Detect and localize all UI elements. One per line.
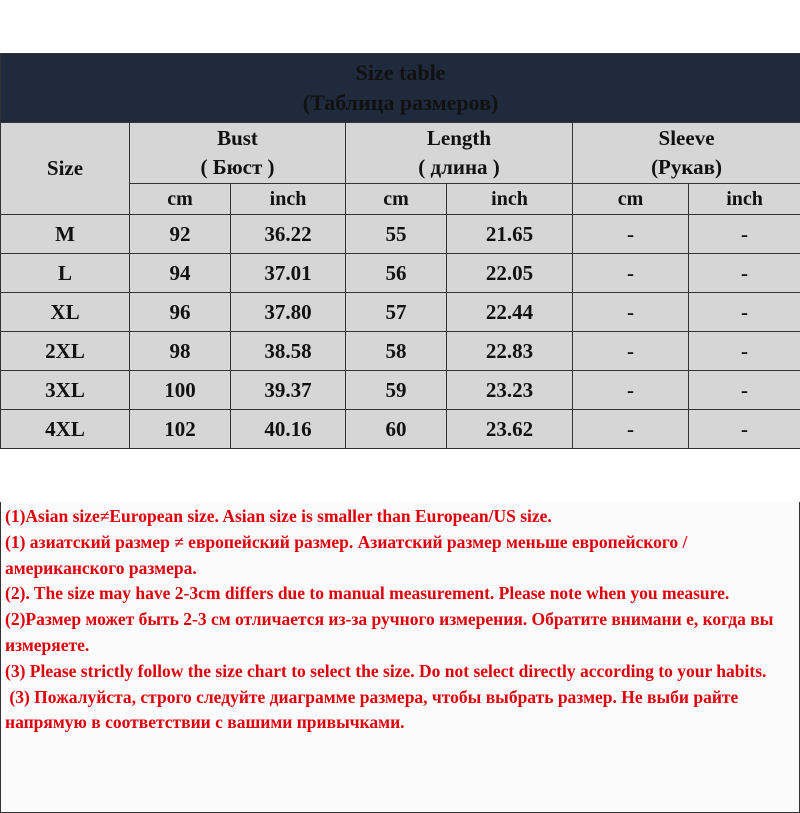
length-cm-cell: 56 <box>346 254 447 293</box>
note-1-ru: (1) азиатский размер ≠ европейский размер. Азиатский размер меньше европейского / американского размера. <box>5 530 795 582</box>
title-russian: (Таблица размеров) <box>303 90 499 115</box>
table-row <box>1 293 800 332</box>
table-title <box>1 54 800 123</box>
length-cm-cell: 60 <box>346 410 447 449</box>
size-chart <box>0 53 800 762</box>
bust-cm-cell: 102 <box>130 410 231 449</box>
note-3-en: (3) Please strictly follow the size chart to select the size. Do not select directly according to your habits. <box>5 659 795 685</box>
sleeve-inch-cell: - <box>689 293 800 332</box>
bust-cm-cell: 100 <box>130 371 231 410</box>
length-label: Length <box>427 126 491 150</box>
sleeve-inch-cell: - <box>689 332 800 371</box>
length-cm-cell: 59 <box>346 371 447 410</box>
length-inch-cell: 22.83 <box>447 332 573 371</box>
sleeve-cm-cell: - <box>573 215 689 254</box>
sleeve-cm-cell: - <box>573 410 689 449</box>
length-inch-cell: 23.62 <box>447 410 573 449</box>
bust-label: Bust <box>217 126 258 150</box>
table-row <box>1 215 800 254</box>
bust-cm-cell: 96 <box>130 293 231 332</box>
bust-inch-cell: 36.22 <box>231 215 346 254</box>
table-row <box>1 332 800 371</box>
note-1-en: (1)Asian size≠European size. Asian size is smaller than European/US size. <box>5 504 795 530</box>
bust-cm-cell: 94 <box>130 254 231 293</box>
sleeve-label: Sleeve <box>659 126 715 150</box>
length-inch-cell: 22.05 <box>447 254 573 293</box>
length-inch-cell: 23.23 <box>447 371 573 410</box>
size-column-header: Size <box>1 123 130 215</box>
sleeve-cm-cell: - <box>573 293 689 332</box>
bust-header <box>130 123 346 184</box>
bust-inch-cell: 37.80 <box>231 293 346 332</box>
size-cell: L <box>1 254 130 293</box>
title-english: Size table <box>356 60 446 85</box>
sleeve-inch-cell: - <box>689 410 800 449</box>
bust-inch-cell: 40.16 <box>231 410 346 449</box>
table-row <box>1 371 800 410</box>
size-cell: 3XL <box>1 371 130 410</box>
unit-length-cm: cm <box>346 184 447 215</box>
length-cm-cell: 58 <box>346 332 447 371</box>
title-row <box>1 54 800 123</box>
size-table <box>0 53 800 449</box>
length-cm-cell: 55 <box>346 215 447 254</box>
sleeve-cm-cell: - <box>573 371 689 410</box>
table-row <box>1 410 800 449</box>
length-cm-cell: 57 <box>346 293 447 332</box>
table-row <box>1 254 800 293</box>
size-cell: 2XL <box>1 332 130 371</box>
note-2-ru: (2)Размер может быть 2-3 см отличается из-за ручного измерения. Обратите внимани е, когда вы измеряете. <box>5 607 795 659</box>
bust-label-ru: ( Бюст ) <box>200 155 274 179</box>
unit-sleeve-cm: cm <box>573 184 689 215</box>
sleeve-header <box>573 123 800 184</box>
sleeve-label-ru: (Рукав) <box>651 155 722 179</box>
bust-cm-cell: 92 <box>130 215 231 254</box>
sleeve-cm-cell: - <box>573 332 689 371</box>
bust-inch-cell: 39.37 <box>231 371 346 410</box>
group-header-row <box>1 123 800 184</box>
length-header <box>346 123 573 184</box>
bust-cm-cell: 98 <box>130 332 231 371</box>
size-cell: XL <box>1 293 130 332</box>
size-cell: M <box>1 215 130 254</box>
unit-bust-inch: inch <box>231 184 346 215</box>
length-inch-cell: 21.65 <box>447 215 573 254</box>
note-3-ru: (3) Пожалуйста, строго следуйте диаграмме размера, чтобы выбрать размер. Не выби райте напрямую в соответствии с вашими привычками. <box>5 685 795 737</box>
sleeve-inch-cell: - <box>689 254 800 293</box>
length-inch-cell: 22.44 <box>447 293 573 332</box>
length-label-ru: ( длина ) <box>418 155 500 179</box>
sleeve-inch-cell: - <box>689 215 800 254</box>
sleeve-cm-cell: - <box>573 254 689 293</box>
size-notes <box>0 502 800 813</box>
size-cell: 4XL <box>1 410 130 449</box>
sleeve-inch-cell: - <box>689 371 800 410</box>
bust-inch-cell: 38.58 <box>231 332 346 371</box>
note-2-en: (2). The size may have 2-3cm differs due to manual measurement. Please note when you measure. <box>5 581 795 607</box>
unit-length-inch: inch <box>447 184 573 215</box>
unit-sleeve-inch: inch <box>689 184 800 215</box>
bust-inch-cell: 37.01 <box>231 254 346 293</box>
unit-bust-cm: cm <box>130 184 231 215</box>
